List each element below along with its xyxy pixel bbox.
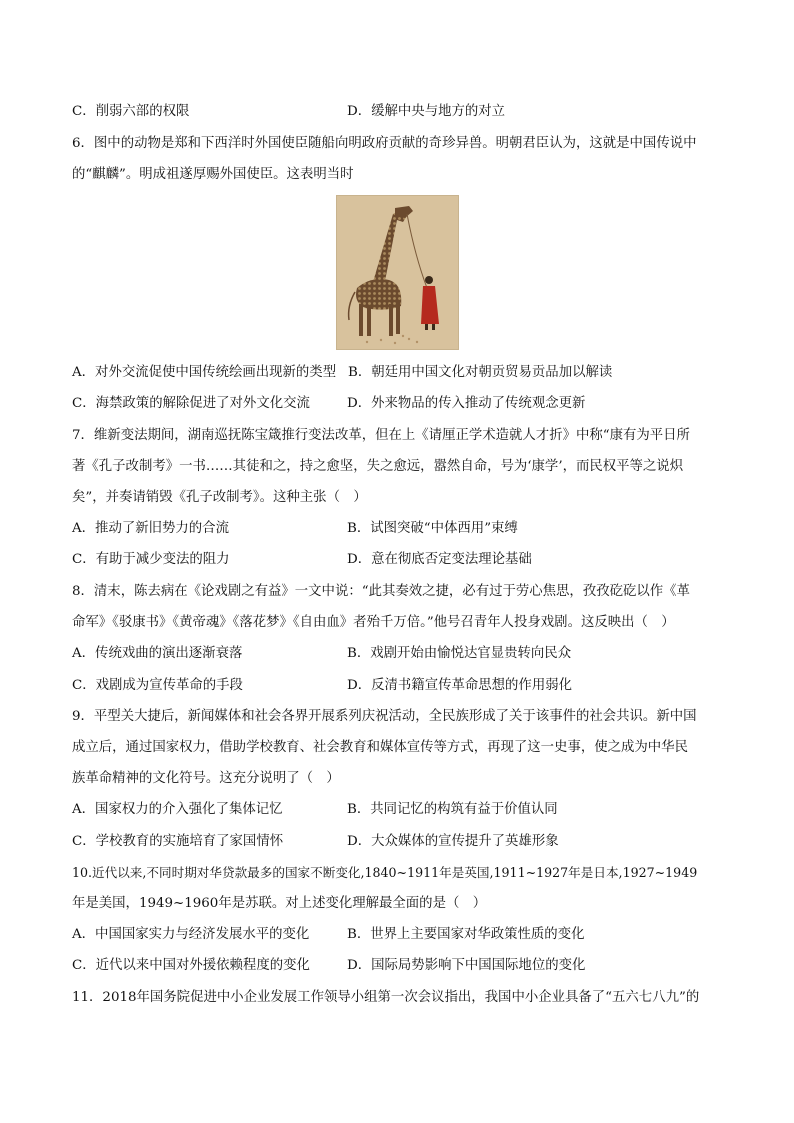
- q7-stem-line-1: 7．维新变法期间，湖南巡抚陈宝箴推行变法改革，但在上《请厘正学术造就人才折》中称“康有为平日所: [72, 428, 690, 443]
- q9-stem-line-1: 9．平型关大捷后，新闻媒体和社会各界开展系列庆祝活动，全民族形成了关于该事件的社会共识。新中国: [72, 709, 697, 724]
- q8-option-a[interactable]: A．传统戏曲的演出逐渐衰落: [72, 646, 243, 661]
- q10-options-row-ab: [72, 926, 732, 944]
- q7-option-b[interactable]: B．试图突破“中体西用”束缚: [347, 521, 518, 536]
- q8-option-d[interactable]: D．反清书籍宣传革命思想的作用弱化: [347, 678, 572, 693]
- q8-option-c[interactable]: C．戏剧成为宣传革命的手段: [72, 678, 243, 693]
- q7-option-c[interactable]: C．有助于减少变法的阻力: [72, 552, 230, 567]
- q9-stem-line-3: 族革命精神的文化符号。这充分说明了（ ）: [72, 771, 340, 786]
- q11-stem-line-1: 11．2018年国务院促进中小企业发展工作领导小组第一次会议指出，我国中小企业具备了“五六七八九”的: [72, 990, 700, 1005]
- q6-option-d[interactable]: D．外来物品的传入推动了传统观念更新: [347, 396, 586, 411]
- q6-option-c[interactable]: C．海禁政策的解除促进了对外文化交流: [72, 396, 310, 411]
- q10-option-d[interactable]: D．国际局势影响下中国国际地位的变化: [347, 958, 586, 973]
- q9-stem-line-2: 成立后，通过国家权力，借助学校教育、社会教育和媒体宣传等方式，再现了这一史事，使之成为中华民: [72, 740, 688, 755]
- q7-option-a[interactable]: A．推动了新旧势力的合流: [72, 521, 229, 536]
- q5-option-d[interactable]: D．缓解中央与地方的对立: [347, 104, 506, 119]
- q9-options-row-ab: [72, 801, 732, 819]
- q6-stem-line-1: 6．图中的动物是郑和下西洋时外国使臣随船向明政府贡献的奇珍异兽。明朝君臣认为，这就是中国传说中: [72, 136, 697, 151]
- q9-option-c[interactable]: C．学校教育的实施培育了家国情怀: [72, 834, 284, 849]
- q9-options-row-cd: [72, 833, 732, 851]
- q10-option-b[interactable]: B．世界上主要国家对华政策性质的变化: [347, 927, 585, 942]
- giraffe-painting-icon: [336, 195, 459, 350]
- q8-options-row-cd: [72, 677, 732, 695]
- q8-stem-line-1: 8．清末，陈去病在《论戏剧之有益》一文中说：“此其奏效之捷，必有过于劳心焦思，孜孜矻矻以作《革: [72, 584, 690, 599]
- q5-options-row-cd: [72, 103, 732, 121]
- q10-option-a[interactable]: A．中国国家实力与经济发展水平的变化: [72, 927, 310, 942]
- q6-stem-line-2: 的“麒麟”。明成祖遂厚赐外国使臣。这表明当时: [72, 167, 354, 182]
- q7-options-row-cd: [72, 551, 732, 569]
- q6-option-a[interactable]: A．对外交流促使中国传统绘画出现新的类型: [72, 365, 337, 380]
- q6-option-b[interactable]: B．朝廷用中国文化对朝贡贸易贡品加以解读: [348, 365, 613, 380]
- q10-option-c[interactable]: C．近代以来中国对外援依赖程度的变化: [72, 958, 310, 973]
- q6-options-row-ab: [72, 364, 732, 382]
- q8-stem-line-2: 命军》《驳康书》《黄帝魂》《落花梦》《自由血》者殆千万倍。”他号召青年人投身戏剧。这反映出（ ）: [72, 615, 675, 630]
- q7-stem-line-2: 著《孔子改制考》一书……其徒和之，持之愈坚，失之愈远，嚣然自命，号为‘康学’，而民权平等之说炽: [72, 459, 684, 474]
- q10-stem-line-2: 年是美国，1949~1960年是苏联。对上述变化理解最全面的是（ ）: [72, 896, 487, 911]
- q7-stem-line-3: 矣”，并奏请销毁《孔子改制考》。这种主张（ ）: [72, 490, 367, 505]
- q9-option-a[interactable]: A．国家权力的介入强化了集体记忆: [72, 802, 283, 817]
- q6-options-row-cd: [72, 395, 732, 413]
- q9-option-b[interactable]: B．共同记忆的构筑有益于价值认同: [347, 802, 558, 817]
- q8-option-b[interactable]: B．戏剧开始由愉悦达官显贵转向民众: [347, 646, 572, 661]
- q7-option-d[interactable]: D．意在彻底否定变法理论基础: [347, 552, 532, 567]
- q7-options-row-ab: [72, 520, 732, 538]
- q10-options-row-cd: [72, 957, 732, 975]
- q8-options-row-ab: [72, 645, 732, 663]
- q5-option-c[interactable]: C．削弱六部的权限: [72, 104, 190, 119]
- q9-option-d[interactable]: D．大众媒体的宣传提升了英雄形象: [347, 834, 559, 849]
- q10-stem-line-1: 10.近代以来,不同时期对华贷款最多的国家不断变化,1840~1911年是英国,1911~1927年是日本,1927~1949: [72, 865, 698, 880]
